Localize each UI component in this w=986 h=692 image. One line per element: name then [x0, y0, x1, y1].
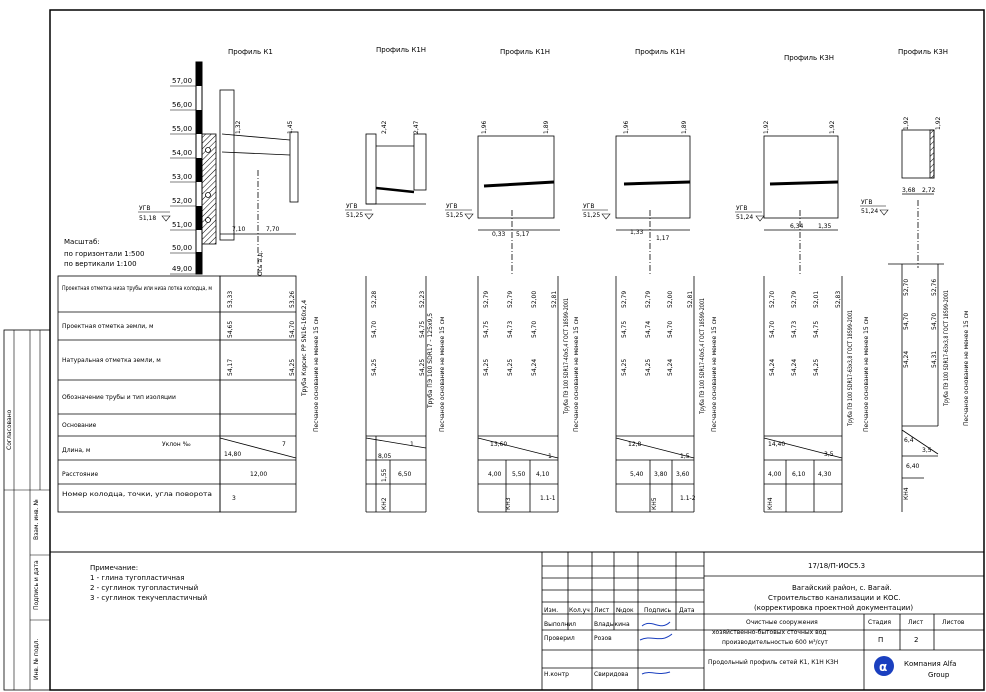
p4-dim-right: 1,17 [656, 235, 670, 242]
stamp-role: Выполнил [544, 621, 576, 628]
elev-tick: 51,00 [172, 221, 193, 229]
p1-depth-left: 1,32 [235, 120, 242, 134]
stamp-person: Розов [594, 635, 612, 642]
svg-text:52,28: 52,28 [371, 290, 378, 308]
stamp-role: Проверил [544, 635, 575, 642]
svg-text:52,23: 52,23 [419, 290, 426, 308]
svg-text:УГВ: УГВ [861, 199, 873, 206]
svg-text:3,5: 3,5 [824, 451, 834, 458]
stamp-person: Владыкина [594, 621, 630, 628]
ugv-value: 51,25 [583, 212, 601, 219]
svg-text:54,70: 54,70 [769, 320, 776, 338]
stamp-project-line: Строительство канализации и КОС. [768, 594, 901, 602]
svg-text:КН3: КН3 [505, 497, 512, 510]
profile-title-4: Профиль К1Н [635, 48, 686, 56]
p1-pipe-desc: Труба Корсис PP SN16-160х2,4 [301, 299, 308, 396]
profile-6-drawing [888, 130, 944, 268]
svg-text:8,05: 8,05 [378, 453, 392, 460]
p6-pipe-desc: Труба ПЭ 100 SDR17-63х3,8 ГОСТ 18599-2001 [943, 262, 950, 406]
row-label: Проектная отметка земли, м [62, 323, 154, 330]
stamp-object-line: производительностью 600 м³/сут [722, 639, 828, 646]
profile-title-2: Профиль К1Н [376, 46, 427, 54]
row-label: Основание [62, 422, 97, 429]
stamp-header: №док [616, 607, 634, 614]
ugv-value: 51,24 [736, 214, 754, 221]
p6-depth-right: 1,92 [935, 116, 942, 130]
svg-text:54,75: 54,75 [621, 320, 628, 338]
profile-6-table [902, 264, 938, 512]
elevation-scale [170, 62, 216, 274]
svg-text:6,10: 6,10 [792, 471, 806, 478]
elev-tick: 53,00 [172, 173, 193, 181]
notes-title: Примечание: [90, 564, 139, 572]
svg-text:14,40: 14,40 [768, 441, 786, 448]
svg-text:53,33: 53,33 [227, 290, 234, 308]
p5-pipe-desc: Труба ПЭ 100 SDR17-63х3,8 ГОСТ 18599-2001 [847, 282, 854, 426]
p4-base: Песчаное основание не менее 15 см [711, 316, 718, 432]
svg-text:1,5: 1,5 [680, 453, 690, 460]
svg-text:54,73: 54,73 [791, 320, 798, 338]
profile-title-3: Профиль К1Н [500, 48, 551, 56]
scale-horizontal: по горизонтали 1:500 [64, 250, 145, 258]
svg-text:УГВ: УГВ [346, 203, 358, 210]
svg-text:КН5: КН5 [651, 497, 658, 510]
svg-text:5,40: 5,40 [630, 471, 644, 478]
svg-text:5,50: 5,50 [512, 471, 526, 478]
svg-text:54,73: 54,73 [507, 320, 514, 338]
p4-dim-left: 1,33 [630, 229, 644, 236]
svg-text:52,81: 52,81 [551, 290, 558, 308]
stamp-header: Лист [594, 607, 610, 614]
stamp-project-line: Вагайский район, с. Вагай. [792, 584, 892, 592]
svg-text:54,25: 54,25 [419, 358, 426, 376]
svg-text:7: 7 [282, 441, 286, 448]
p4-depth-right: 1,89 [681, 120, 688, 134]
svg-text:54,24: 54,24 [903, 350, 910, 368]
note-item: 2 - суглинок тугопластичный [90, 584, 199, 592]
p3-base: Песчаное основание не менее 15 см [573, 316, 580, 432]
svg-text:4,00: 4,00 [488, 471, 502, 478]
svg-text:54,25: 54,25 [371, 358, 378, 376]
svg-text:13,60: 13,60 [490, 441, 508, 448]
stamp-role: Н.контр [544, 671, 569, 678]
svg-text:52,00: 52,00 [667, 290, 674, 308]
stamp-stage: П [878, 636, 884, 644]
ugv-value: 51,25 [346, 212, 364, 219]
svg-text:54,24: 54,24 [531, 358, 538, 376]
svg-text:52,70: 52,70 [903, 278, 910, 296]
p2-pipe-desc: Труба ПЭ 100 SDR17 - 125х9,5 [427, 312, 434, 408]
svg-text:54,70: 54,70 [667, 320, 674, 338]
svg-text:54,75: 54,75 [483, 320, 490, 338]
profile-2-table [366, 276, 426, 512]
svg-text:3,80: 3,80 [654, 471, 668, 478]
elev-tick: 49,00 [172, 265, 193, 273]
row-label: Расстояние [62, 471, 99, 478]
svg-text:54,31: 54,31 [931, 350, 938, 368]
svg-text:52,00: 52,00 [531, 290, 538, 308]
side-label-signature: Подпись и дата [33, 560, 40, 610]
profile-1-drawing [220, 90, 298, 276]
profile-2-drawing [366, 134, 426, 204]
svg-text:54,17: 54,17 [227, 358, 234, 376]
svg-text:52,70: 52,70 [769, 290, 776, 308]
row-label: Обозначение трубы и тип изоляции [62, 394, 176, 401]
svg-text:54,75: 54,75 [813, 320, 820, 338]
svg-text:54,24: 54,24 [769, 358, 776, 376]
svg-text:52,01: 52,01 [813, 290, 820, 308]
note-item: 1 - глина тугопластичная [90, 574, 185, 582]
p5-depth-left: 1,92 [763, 120, 770, 134]
profile-3-drawing [478, 136, 560, 276]
svg-text:54,25: 54,25 [483, 358, 490, 376]
p2-depth-right: 2,47 [413, 120, 420, 134]
svg-text:54,70: 54,70 [931, 312, 938, 330]
p3-pipe-desc: Труба ПЭ 100 SDR17-40х5,4 ГОСТ 18599-2001 [563, 270, 570, 414]
svg-text:4,00: 4,00 [768, 471, 782, 478]
elev-tick: 54,00 [172, 149, 193, 157]
p3-dim-right: 5,17 [516, 231, 530, 238]
stamp-sheet-label: Лист [908, 619, 924, 626]
svg-text:52,81: 52,81 [687, 290, 694, 308]
side-label-inventory: Инв. № подл. [33, 638, 40, 680]
p4-depth-left: 1,96 [623, 120, 630, 134]
svg-text:1: 1 [548, 453, 552, 460]
stamp-header: Дата [679, 607, 695, 614]
p3-dim-left: 0,33 [492, 231, 506, 238]
ugv-value: 51,25 [446, 212, 464, 219]
stamp-sheets-label: Листов [942, 619, 965, 626]
svg-text:УГВ: УГВ [446, 203, 458, 210]
ugv-value: 51,24 [861, 208, 879, 215]
note-item: 3 - суглинок текучепластичный [90, 594, 208, 602]
scale-title: Масштаб: [64, 238, 100, 246]
svg-text:1.1-2: 1.1-2 [680, 495, 696, 502]
svg-text:54,25: 54,25 [507, 358, 514, 376]
svg-text:54,70: 54,70 [531, 320, 538, 338]
profile-4-drawing [616, 136, 690, 276]
p6-dim-left: 3,68 [902, 187, 916, 194]
p1-depth-right: 1,45 [287, 120, 294, 134]
svg-text:52,79: 52,79 [507, 290, 514, 308]
stamp-company: Компания Alfa [904, 660, 957, 668]
svg-text:52,79: 52,79 [483, 290, 490, 308]
svg-text:54,25: 54,25 [645, 358, 652, 376]
stamp-header: Изм. [544, 607, 559, 614]
side-label-replaced: Взам. инв. № [33, 499, 40, 540]
row-label: Длина, м [62, 447, 91, 454]
p1-base: Песчаное основание не менее 15 см [313, 316, 320, 432]
p3-depth-right: 1,89 [543, 120, 550, 134]
stamp-sheet: 2 [914, 636, 919, 644]
p6-dim-right: 2,72 [922, 187, 936, 194]
elev-tick: 56,00 [172, 101, 193, 109]
stamp-company: Group [928, 671, 950, 679]
svg-text:4,10: 4,10 [536, 471, 550, 478]
svg-text:12,00: 12,00 [250, 471, 268, 478]
stamp-header: Подпись [644, 607, 671, 614]
scale-vertical: по вертикали 1:100 [64, 260, 137, 268]
p1-dim-right: 7,70 [266, 226, 280, 233]
ugv-value: 51,18 [139, 215, 157, 222]
stamp-object-line: Очистные сооружения [746, 619, 818, 626]
p1-axis-label: Ось а.д. [257, 250, 264, 276]
elev-tick: 57,00 [172, 77, 193, 85]
svg-text:54,70: 54,70 [289, 320, 296, 338]
stamp-object-line: хозяйственно-бытовых сточных вод [712, 629, 827, 636]
svg-text:α: α [879, 660, 888, 674]
svg-text:1,55: 1,55 [381, 468, 388, 482]
svg-text:54,65: 54,65 [227, 320, 234, 338]
elev-tick: 55,00 [172, 125, 193, 133]
svg-text:54,70: 54,70 [371, 320, 378, 338]
svg-text:54,74: 54,74 [645, 320, 652, 338]
p6-base: Песчаное основание не менее 15 см [963, 310, 970, 426]
profile-title-5: Профиль К3Н [784, 54, 835, 62]
p3-depth-left: 1,96 [481, 120, 488, 134]
svg-text:КН4: КН4 [767, 497, 774, 510]
p5-dim-right: 1,35 [818, 223, 832, 230]
svg-text:3,60: 3,60 [676, 471, 690, 478]
row-label: Номер колодца, точки, угла поворота [62, 491, 213, 498]
stamp-code: 17/18/П-ИОС5.3 [808, 562, 866, 570]
svg-text:14,80: 14,80 [224, 451, 242, 458]
svg-text:12,8: 12,8 [628, 441, 642, 448]
p5-base: Песчаное основание не менее 15 см [863, 316, 870, 432]
p4-pipe-desc: Труба ПЭ 100 SDR17-40х5,4 ГОСТ 18599-2001 [699, 270, 706, 414]
svg-text:3: 3 [232, 495, 236, 502]
row-label: Натуральная отметка земли, м [62, 357, 161, 364]
svg-text:6,4: 6,4 [904, 437, 914, 444]
p1-dim-left: 7,10 [232, 226, 246, 233]
p5-dim-left: 6,34 [790, 223, 804, 230]
stamp-stage-label: Стадия [868, 619, 892, 626]
p5-depth-right: 1,92 [829, 120, 836, 134]
svg-text:52,79: 52,79 [645, 290, 652, 308]
side-label-agreed: Согласовано [6, 409, 13, 450]
slope-label: Уклон ‰ [162, 441, 191, 448]
svg-text:54,70: 54,70 [903, 312, 910, 330]
profile-title-6: Профиль К3Н [898, 48, 949, 56]
p2-base: Песчаное основание не менее 15 см [439, 316, 446, 432]
ugv-marks [138, 199, 888, 222]
p2-depth-left: 2,42 [381, 120, 388, 134]
svg-text:52,79: 52,79 [621, 290, 628, 308]
side-stamp [4, 330, 50, 690]
svg-text:6,40: 6,40 [906, 463, 920, 470]
svg-text:54,25: 54,25 [289, 358, 296, 376]
svg-text:52,83: 52,83 [835, 290, 842, 308]
stamp-drawing-title: Продольный профиль сетей К1, К1Н К3Н [708, 659, 839, 666]
svg-text:54,24: 54,24 [791, 358, 798, 376]
svg-text:КН4: КН4 [903, 487, 910, 500]
svg-text:1: 1 [410, 441, 414, 448]
row-label: Проектная отметка низа трубы или низа лотка колодца, м [62, 285, 212, 292]
svg-text:3,5: 3,5 [922, 447, 932, 454]
stamp-person: Свиридова [594, 671, 629, 678]
svg-text:УГВ: УГВ [583, 203, 595, 210]
svg-text:54,25: 54,25 [813, 358, 820, 376]
svg-text:52,79: 52,79 [791, 290, 798, 308]
ugv-label: УГВ [139, 205, 151, 212]
svg-text:54,24: 54,24 [667, 358, 674, 376]
company-logo [874, 656, 894, 676]
p6-depth-left: 1,92 [903, 116, 910, 130]
svg-text:УГВ: УГВ [736, 205, 748, 212]
profile-title-1: Профиль К1 [228, 48, 273, 56]
svg-text:54,75: 54,75 [419, 320, 426, 338]
elev-tick: 50,00 [172, 244, 193, 252]
svg-text:54,25: 54,25 [621, 358, 628, 376]
stamp-header: Кол.уч [569, 607, 590, 614]
svg-text:1.1-1: 1.1-1 [540, 495, 556, 502]
svg-text:53,26: 53,26 [289, 290, 296, 308]
svg-text:4,30: 4,30 [818, 471, 832, 478]
elev-tick: 52,00 [172, 197, 193, 205]
svg-text:6,50: 6,50 [398, 471, 412, 478]
svg-text:52,76: 52,76 [931, 278, 938, 296]
svg-text:КН2: КН2 [381, 497, 388, 510]
profile-5-drawing [764, 136, 838, 276]
stamp-project-line: (корректировка проектной документации) [754, 604, 914, 612]
